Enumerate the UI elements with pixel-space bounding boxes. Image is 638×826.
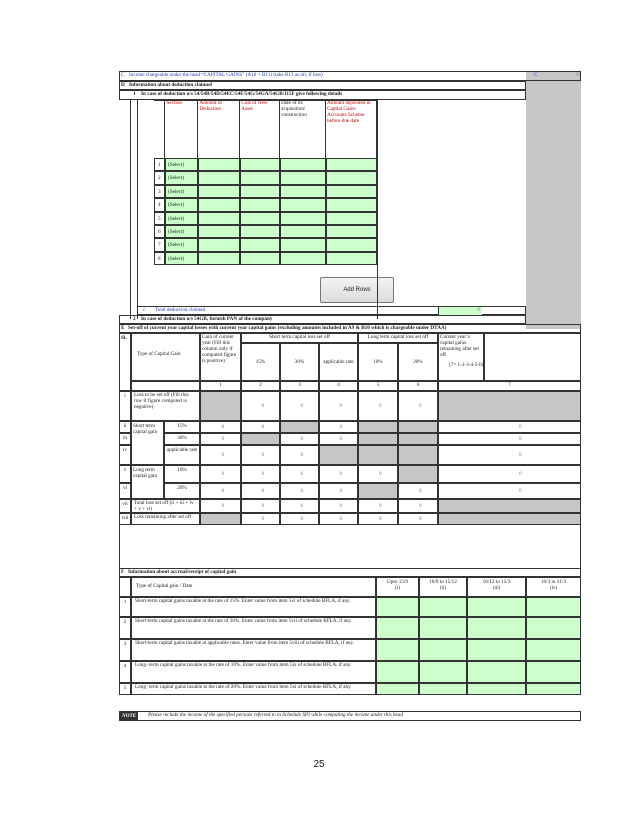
setoff-cell[interactable] <box>319 513 358 525</box>
column-number: 2 <box>241 381 280 391</box>
header-date-acquisition: Date of its acquisition/ construction <box>280 101 326 159</box>
setoff-cell <box>358 445 398 465</box>
row-e-title: Set-off of current year capital losses with current year capital gains (excluding amounts included in A9 & B10 which is chargeable under DTAA) <box>128 325 447 331</box>
setoff-cell[interactable] <box>241 513 280 525</box>
remain-spacer <box>484 333 581 381</box>
deduction-input[interactable] <box>326 185 377 198</box>
total-label: Total deduction claimed <box>155 307 206 313</box>
accrual-input[interactable] <box>526 661 581 683</box>
setoff-cell[interactable] <box>280 513 319 525</box>
row-label: Total loss set off (ii + iii + iv + v + vi) <box>131 499 200 513</box>
column-number: 3 <box>280 381 319 391</box>
accrual-input[interactable] <box>376 597 419 617</box>
zero-value: 0 <box>339 503 343 509</box>
period-range: 16/12 to 15/3 <box>482 579 511 585</box>
accrual-input[interactable] <box>376 661 419 683</box>
accrual-input[interactable] <box>419 597 467 617</box>
setoff-cell <box>280 421 319 433</box>
setoff-cell <box>358 433 398 445</box>
accrual-input[interactable] <box>419 639 467 661</box>
zero-value: 0 <box>221 471 225 477</box>
header-amount-deduction: Amount of Deduction <box>198 101 240 159</box>
long-group: Long term capital gain <box>131 465 164 499</box>
zero-value: 0 <box>379 471 382 477</box>
row-d-title: Information about deduction claimed <box>129 82 212 88</box>
setoff-cell[interactable] <box>200 483 241 499</box>
deduction-row-number <box>154 171 165 184</box>
section-select[interactable] <box>165 212 198 225</box>
zero-value: 0 <box>261 488 265 494</box>
d-inner-rule <box>137 100 138 319</box>
row-number-text: 7 <box>158 242 161 249</box>
accrual-input[interactable] <box>419 661 467 683</box>
zero-value: 0 <box>379 516 382 522</box>
deduction-input[interactable] <box>198 225 240 238</box>
zero-value: 0 <box>221 436 225 442</box>
deduction-row-number <box>154 225 165 238</box>
page-number: 25 <box>313 759 325 770</box>
row-e-letter: E <box>121 325 125 331</box>
zero-value: 0 <box>339 488 343 494</box>
row-number-text: 1 <box>158 162 161 168</box>
setoff-cell[interactable] <box>200 433 241 445</box>
select-text: (Select) <box>168 175 185 182</box>
setoff-cell <box>398 433 438 445</box>
setoff-cell <box>398 445 438 465</box>
row-d-item2 <box>119 315 526 324</box>
zero-value: 0 <box>339 436 343 442</box>
setoff-cell[interactable] <box>358 513 398 525</box>
deduction-row-number <box>154 212 165 225</box>
accrual-input[interactable] <box>467 661 526 683</box>
note-text: Please include the income of the specified persons referred to in Schedule SPI while computing the income under this head <box>148 712 404 718</box>
zero-value: 0 <box>519 488 522 494</box>
rate-subheader: 20% <box>398 343 438 381</box>
setoff-cell[interactable] <box>241 391 280 421</box>
zero-value: 0 <box>261 424 265 430</box>
setoff-cell[interactable] <box>241 483 280 499</box>
deduction-input[interactable] <box>240 171 280 184</box>
deduction-input[interactable] <box>198 198 240 211</box>
header-amount-deposited: Amount deposited in Capital Gains Accounts Scheme before due date <box>326 101 377 159</box>
deduction-input[interactable] <box>240 185 280 198</box>
blank-num <box>131 381 200 391</box>
row-f-title: Information about accrual/receipt of capital gain <box>128 569 237 575</box>
deduction-input[interactable] <box>326 198 377 211</box>
zero-value: 0 <box>300 488 304 494</box>
setoff-cell[interactable] <box>438 483 581 499</box>
setoff-cell <box>358 421 398 433</box>
accrual-input[interactable] <box>526 639 581 661</box>
row-d-item2-text: In case of deduction u/s 54GB, furnish PAN of the company <box>141 316 273 322</box>
f-row-text: Long- term capital gains taxable at the rate of 20%. Enter value from item 5xi of schedule BFLA, if any. <box>131 683 376 695</box>
select-text: (Select) <box>168 255 185 262</box>
select-text: (Select) <box>168 242 185 249</box>
accrual-input[interactable] <box>376 683 419 695</box>
long-header: Long term capital loss set off <box>358 333 438 343</box>
zero-value: 0 <box>419 488 422 494</box>
deduction-input[interactable] <box>198 171 240 184</box>
column-number: 1 <box>200 381 241 391</box>
section-select[interactable] <box>165 198 198 211</box>
zero-value: 0 <box>419 516 422 522</box>
setoff-cell[interactable] <box>200 499 241 513</box>
row-number-text: 4 <box>158 202 161 209</box>
row-c-letter: C <box>121 72 125 78</box>
setoff-cell[interactable] <box>438 433 581 445</box>
period-range: Upto 15/9 <box>387 579 408 585</box>
row-f-letter: F <box>121 569 125 575</box>
deduction-input[interactable] <box>198 158 240 171</box>
deduction-input[interactable] <box>326 238 377 251</box>
deduction-input[interactable] <box>326 158 377 171</box>
accrual-input[interactable] <box>467 683 526 695</box>
short-header: Short term capital loss set off <box>241 333 358 343</box>
zero-value: 0 <box>519 452 522 458</box>
zero-value: 0 <box>300 503 304 509</box>
deduction-input[interactable] <box>326 171 377 184</box>
zero-value: 0 <box>519 424 522 430</box>
zero-value: 0 <box>300 403 304 409</box>
setoff-cell[interactable] <box>358 499 398 513</box>
row-c <box>119 71 581 81</box>
row-number-text: 3 <box>158 188 161 195</box>
column-number: 5 <box>358 381 398 391</box>
right-grey-column <box>526 71 581 329</box>
deduction-input[interactable] <box>240 225 280 238</box>
period-header <box>376 577 419 597</box>
total-value-field[interactable] <box>438 307 482 315</box>
short-group: Short term capital gain <box>131 421 164 465</box>
zero-value: 0 <box>221 452 225 458</box>
row-label: Loss remaining after set off <box>131 513 200 525</box>
row-number-text: 2 <box>158 175 161 182</box>
row-rate: 15% <box>164 421 200 433</box>
setoff-cell <box>398 465 438 483</box>
setoff-cell <box>200 391 241 421</box>
accrual-input[interactable] <box>526 683 581 695</box>
zero-value: 0 <box>300 436 304 442</box>
accrual-input[interactable] <box>419 683 467 695</box>
d-left-rule <box>130 100 131 319</box>
setoff-cell[interactable] <box>319 391 358 421</box>
note-label: NOTE <box>122 713 137 719</box>
f-row-text: Short-term capital gains taxable at applicable rates. Enter value from item 5viii of schedule BFLA, if any. <box>131 639 376 661</box>
row-sl: iv <box>119 445 131 465</box>
deduction-row-number <box>154 185 165 198</box>
row-sl: viii <box>119 513 131 525</box>
section-select[interactable] <box>165 158 198 171</box>
row-c-label: C <box>534 72 538 78</box>
row-d-item1 <box>119 90 526 100</box>
deduction-input[interactable] <box>326 225 377 238</box>
deduction-row-number <box>154 252 165 265</box>
header-cost-new-asset: Cost of New Asset <box>240 101 280 159</box>
zero-value: 0 <box>221 424 225 430</box>
deduction-input[interactable] <box>280 212 326 225</box>
period-roman: (i) <box>395 584 400 591</box>
period-roman: (iii) <box>492 584 501 591</box>
f-row-number: 1 <box>119 597 131 617</box>
accrual-input[interactable] <box>467 639 526 661</box>
header-section: Section <box>165 101 198 159</box>
setoff-cell[interactable] <box>241 421 280 433</box>
row-c-value: 0 <box>576 72 579 78</box>
zero-value: 0 <box>339 516 343 522</box>
total-value: 0 <box>477 307 480 313</box>
deduction-input[interactable] <box>240 212 280 225</box>
zero-value: 0 <box>519 436 522 442</box>
zero-value: 0 <box>419 403 422 409</box>
type-header: Type of Capital Gain <box>131 333 200 381</box>
deduction-input[interactable] <box>240 158 280 171</box>
setoff-cell[interactable] <box>319 499 358 513</box>
setoff-cell[interactable] <box>438 465 581 483</box>
setoff-cell[interactable] <box>200 445 241 465</box>
sl-header: Sl. <box>119 333 131 391</box>
period-range: 16/3 to 31/3 <box>540 579 567 585</box>
select-text: (Select) <box>168 162 185 168</box>
accrual-input[interactable] <box>526 597 581 617</box>
gain-header: Gain of current year (Fill this column only if computed figure is positive) <box>200 333 241 381</box>
deduction-input[interactable] <box>280 225 326 238</box>
f-row-number: 3 <box>119 639 131 661</box>
deduction-row-number <box>154 198 165 211</box>
capital-gains-schedule <box>119 71 581 723</box>
d-right-rule <box>377 100 378 319</box>
deduction-input[interactable] <box>280 185 326 198</box>
deduction-row-number <box>154 158 165 171</box>
setoff-cell <box>200 513 241 525</box>
row-f-header <box>119 568 581 577</box>
zero-value: 0 <box>300 516 304 522</box>
setoff-cell[interactable] <box>358 465 398 483</box>
setoff-cell[interactable] <box>319 433 358 445</box>
setoff-cell <box>398 421 438 433</box>
period-roman: (ii) <box>439 584 447 591</box>
add-rows-button[interactable]: Add Rows <box>320 277 394 303</box>
setoff-cell[interactable] <box>241 445 280 465</box>
setoff-cell <box>438 499 581 513</box>
zero-value: 0 <box>261 403 265 409</box>
section-select[interactable] <box>165 252 198 265</box>
f-row-number: 5 <box>119 683 131 695</box>
setoff-cell[interactable] <box>241 465 280 483</box>
deduction-input[interactable] <box>198 238 240 251</box>
select-text: (Select) <box>168 188 185 195</box>
select-text: (Select) <box>168 229 185 235</box>
deduction-input[interactable] <box>326 212 377 225</box>
row-d-item1-num: 1 <box>133 91 136 97</box>
row-rate: 20% <box>164 483 200 499</box>
period-header <box>526 577 581 597</box>
f-row-number: 2 <box>119 617 131 639</box>
deduction-input[interactable] <box>240 238 280 251</box>
deduction-input[interactable] <box>240 252 280 265</box>
zero-value: 0 <box>221 488 225 494</box>
setoff-cell[interactable] <box>398 513 438 525</box>
setoff-cell[interactable] <box>280 391 319 421</box>
zero-value: 0 <box>419 503 422 509</box>
accrual-input[interactable] <box>376 639 419 661</box>
zero-value: 0 <box>519 471 522 477</box>
setoff-cell[interactable] <box>438 421 581 433</box>
total-deduction-row <box>137 306 526 315</box>
row-rate: applicable rate <box>164 445 200 465</box>
f-row-text: Short-term capital gains taxable at the rate of 15%. Enter value from item 5vi of schedule BFLA, if any. <box>131 597 376 617</box>
setoff-cell[interactable] <box>319 421 358 433</box>
note-row <box>119 711 581 721</box>
period-header <box>419 577 467 597</box>
zero-value: 0 <box>261 516 265 522</box>
zero-value: 0 <box>261 503 265 509</box>
deduction-input[interactable] <box>280 171 326 184</box>
deduction-input[interactable] <box>240 198 280 211</box>
setoff-cell[interactable] <box>280 445 319 465</box>
period-range: 16/9 to 15/12 <box>429 579 457 585</box>
deduction-input[interactable] <box>280 158 326 171</box>
row-d-item1-text: In case of deduction u/s 54/54B/54D/54EC/54F/54G/54GA/54GB/115F give following details <box>141 91 343 97</box>
setoff-cell[interactable] <box>319 465 358 483</box>
row-number-text: 8 <box>158 255 161 262</box>
select-text: (Select) <box>168 215 185 222</box>
setoff-cell[interactable] <box>280 499 319 513</box>
total-letter: c <box>143 307 146 313</box>
setoff-cell[interactable] <box>200 465 241 483</box>
setoff-cell[interactable] <box>438 445 581 465</box>
row-sl: v <box>119 465 131 483</box>
row-rate: 30% <box>164 433 200 445</box>
accrual-input[interactable] <box>526 617 581 639</box>
deduction-row-number <box>154 238 165 251</box>
deduction-input[interactable] <box>280 238 326 251</box>
remain-header: Current year’s capital gains remaining after set off <box>438 333 484 381</box>
zero-value: 0 <box>339 471 343 477</box>
accrual-input[interactable] <box>376 617 419 639</box>
setoff-cell <box>358 483 398 499</box>
setoff-cell[interactable] <box>280 433 319 445</box>
f-blank <box>119 577 131 597</box>
setoff-cell[interactable] <box>398 499 438 513</box>
row-d-letter: D <box>121 82 125 88</box>
deduction-input[interactable] <box>280 252 326 265</box>
column-number: 4 <box>319 381 358 391</box>
deduction-input[interactable] <box>280 198 326 211</box>
setoff-cell[interactable] <box>358 391 398 421</box>
row-number-text: 6 <box>158 229 161 235</box>
remain-formula: (7= 1-2-3-4-5-6) <box>449 362 484 368</box>
setoff-cell[interactable] <box>280 483 319 499</box>
accrual-input[interactable] <box>467 597 526 617</box>
zero-value: 0 <box>339 403 343 409</box>
setoff-cell <box>438 391 581 421</box>
deduction-input[interactable] <box>198 212 240 225</box>
column-number: 6 <box>398 381 438 391</box>
zero-value: 0 <box>339 424 343 430</box>
zero-value: 0 <box>261 452 265 458</box>
rate-subheader: 15% <box>241 343 280 381</box>
accrual-input[interactable] <box>467 617 526 639</box>
row-number-text: 5 <box>158 215 161 222</box>
rate-subheader: applicable rate <box>319 343 358 381</box>
setoff-cell[interactable] <box>319 483 358 499</box>
row-sl: i <box>119 391 131 421</box>
accrual-input[interactable] <box>419 617 467 639</box>
section-select[interactable] <box>165 225 198 238</box>
setoff-cell[interactable] <box>398 483 438 499</box>
row-d-item2-num: 2 <box>133 316 136 322</box>
zero-value: 0 <box>300 471 304 477</box>
column-number: 7 <box>438 381 581 391</box>
period-header <box>467 577 526 597</box>
deduction-table <box>154 100 377 159</box>
period-roman: (iv) <box>549 584 558 591</box>
deduction-input[interactable] <box>198 185 240 198</box>
rate-subheader: 10% <box>358 343 398 381</box>
setoff-cell[interactable] <box>398 391 438 421</box>
zero-value: 0 <box>379 503 382 509</box>
setoff-cell[interactable] <box>241 499 280 513</box>
deduction-input[interactable] <box>326 252 377 265</box>
row-d-header <box>119 81 526 90</box>
row-e-header <box>119 324 581 333</box>
row-sl: ii <box>119 421 131 433</box>
setoff-cell <box>438 513 581 525</box>
f-row-number: 4 <box>119 661 131 683</box>
section-select[interactable] <box>165 171 198 184</box>
row-label: Loss to be set off (Fill this row if figure computed is negative) <box>131 391 200 421</box>
zero-value: 0 <box>261 471 265 477</box>
deduction-input[interactable] <box>198 252 240 265</box>
setoff-cell <box>241 433 280 445</box>
zero-value: 0 <box>379 403 382 409</box>
setoff-cell[interactable] <box>200 421 241 433</box>
section-select[interactable] <box>165 238 198 251</box>
zero-value: 0 <box>221 503 225 509</box>
f-type-label: Type of Capital gain / Date <box>131 577 376 597</box>
row-sl: vii <box>119 499 131 513</box>
f-row-text: Long- term capital gains taxable at the rate of 10%. Enter value from item 5ix of schedule BFLA, if any. <box>131 661 376 683</box>
row-sl: iii <box>119 433 131 445</box>
row-sl: vi <box>119 483 131 499</box>
section-select[interactable] <box>165 185 198 198</box>
row-rate: 10% <box>164 465 200 483</box>
setoff-cell <box>319 445 358 465</box>
setoff-cell[interactable] <box>280 465 319 483</box>
row-c-text: Income chargeable under the head “CAPITAL GAINS” (A10 + B11) (take B11 as nil, if loss) <box>129 72 323 78</box>
rate-subheader: 30% <box>280 343 319 381</box>
zero-value: 0 <box>300 452 304 458</box>
select-text: (Select) <box>168 202 185 209</box>
f-row-text: Short-term capital gains taxable at the rate of 30%. Enter value from item 5vii of schedule BFLA, if any. <box>131 617 376 639</box>
